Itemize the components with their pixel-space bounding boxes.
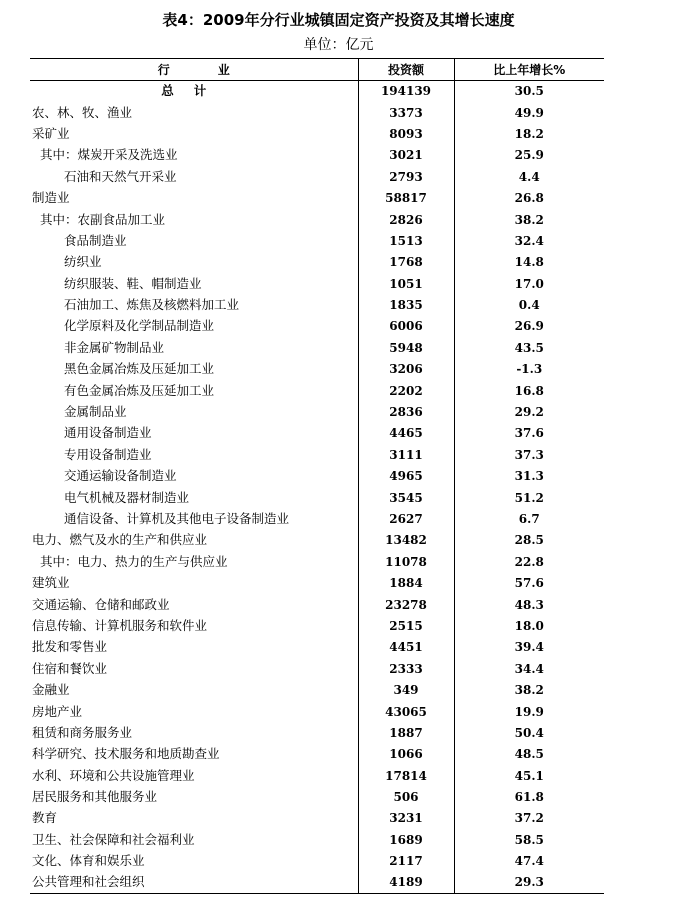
- industry-name-cell: 租赁和商务服务业: [32, 724, 133, 740]
- investment-cell: 1835: [358, 294, 454, 315]
- investment-cell: 3545: [358, 487, 454, 508]
- investment-cell: 23278: [358, 594, 454, 615]
- investment-cell: 2826: [358, 209, 454, 230]
- industry-name-cell: 专用设备制造业: [64, 446, 152, 462]
- table-row: [30, 765, 604, 786]
- growth-cell: 51.2: [454, 487, 604, 508]
- table-row: [30, 401, 604, 422]
- industry-name-cell: 石油加工、炼焦及核燃料加工业: [64, 297, 240, 313]
- industry-name-cell: 建筑业: [32, 575, 70, 591]
- industry-name-cell: 房地产业: [32, 703, 83, 719]
- investment-cell: 1513: [358, 230, 454, 251]
- growth-cell: 38.2: [454, 679, 604, 700]
- table-body: [30, 81, 604, 894]
- table-title: 表4：2009年分行业城镇固定资产投资及其增长速度: [162, 11, 515, 29]
- table-row: [30, 380, 604, 401]
- industry-name-cell: 金属制品业: [64, 404, 127, 420]
- industry-name-cell: 总计: [161, 83, 227, 99]
- table-row: [30, 530, 604, 551]
- table-row: [30, 187, 604, 208]
- growth-cell: 29.2: [454, 401, 604, 422]
- growth-cell: 28.5: [454, 530, 604, 551]
- industry-name-cell: 有色金属冶炼及压延加工业: [64, 382, 215, 398]
- growth-cell: 37.2: [454, 808, 604, 829]
- investment-cell: 194139: [358, 81, 454, 102]
- growth-cell: 4.4: [454, 166, 604, 187]
- table-row: [30, 102, 604, 123]
- investment-cell: 13482: [358, 530, 454, 551]
- industry-name-cell: 住宿和餐饮业: [32, 660, 108, 676]
- growth-cell: 61.8: [454, 786, 604, 807]
- table-row: [30, 658, 604, 679]
- table-row: [30, 722, 604, 743]
- growth-cell: 48.5: [454, 744, 604, 765]
- industry-name-cell: 居民服务和其他服务业: [32, 789, 158, 805]
- industry-name-cell: 其中：农副食品加工业: [40, 211, 166, 227]
- table-row: [30, 786, 604, 807]
- industry-name-cell: 公共管理和社会组织: [30, 872, 358, 893]
- investment-cell: 6006: [358, 316, 454, 337]
- table-row: [30, 123, 604, 144]
- investment-cell: 2515: [358, 615, 454, 636]
- investment-cell: 2333: [358, 658, 454, 679]
- industry-name-cell: 通用设备制造业: [64, 425, 152, 441]
- investment-cell: 3111: [358, 444, 454, 465]
- investment-cell: 58817: [358, 187, 454, 208]
- industry-name-cell: 制造业: [32, 190, 70, 206]
- growth-cell: 6.7: [454, 508, 604, 529]
- table-row: [30, 466, 604, 487]
- table-row: [30, 444, 604, 465]
- table-row: [30, 145, 604, 166]
- table-row: [30, 273, 604, 294]
- table-row: [30, 209, 604, 230]
- investment-table: [30, 58, 604, 894]
- table-row: [30, 81, 604, 102]
- table-row: [30, 230, 604, 251]
- table-row: [30, 294, 604, 315]
- investment-cell: 3021: [358, 145, 454, 166]
- growth-cell: 39.4: [454, 637, 604, 658]
- investment-cell: 2627: [358, 508, 454, 529]
- industry-name-cell: 食品制造业: [64, 232, 127, 248]
- industry-name-cell: 采矿业: [32, 125, 70, 141]
- industry-name-cell: 电力、燃气及水的生产和供应业: [32, 532, 208, 548]
- investment-cell: 1066: [358, 744, 454, 765]
- table-row: [30, 851, 604, 872]
- table-row: [30, 487, 604, 508]
- investment-cell: 2793: [358, 166, 454, 187]
- investment-cell: 17814: [358, 765, 454, 786]
- header-industry: 行业: [30, 59, 358, 81]
- investment-cell: 506: [358, 786, 454, 807]
- growth-cell: 48.3: [454, 594, 604, 615]
- investment-cell: 1768: [358, 252, 454, 273]
- investment-cell: 4965: [358, 466, 454, 487]
- table-row: [30, 615, 604, 636]
- investment-cell: 3206: [358, 359, 454, 380]
- table-row: [30, 423, 604, 444]
- growth-cell: 49.9: [454, 102, 604, 123]
- industry-name-cell: 水利、环境和公共设施管理业: [32, 767, 195, 783]
- industry-name-cell: 批发和零售业: [32, 639, 108, 655]
- table-row: [30, 637, 604, 658]
- growth-cell: -1.3: [454, 359, 604, 380]
- industry-name-cell: 非金属矿物制品业: [64, 339, 165, 355]
- industry-name-cell: 其中：电力、热力的生产与供应业: [40, 553, 228, 569]
- growth-cell: 37.6: [454, 423, 604, 444]
- investment-cell: 43065: [358, 701, 454, 722]
- industry-name-cell: 金融业: [32, 682, 70, 698]
- growth-cell: 50.4: [454, 722, 604, 743]
- industry-name-cell: 信息传输、计算机服务和软件业: [32, 617, 208, 633]
- growth-cell: 31.3: [454, 466, 604, 487]
- growth-cell: 19.9: [454, 701, 604, 722]
- investment-cell: 3231: [358, 808, 454, 829]
- growth-cell: 18.2: [454, 123, 604, 144]
- industry-name-cell: 交通运输、仓储和邮政业: [32, 596, 170, 612]
- growth-cell: 17.0: [454, 273, 604, 294]
- unit-label: 单位：亿元: [303, 37, 374, 53]
- header-row: [30, 59, 604, 81]
- investment-cell: 1051: [358, 273, 454, 294]
- growth-cell: 30.5: [454, 81, 604, 102]
- industry-name-cell: 交通运输设备制造业: [64, 468, 177, 484]
- growth-cell: 26.9: [454, 316, 604, 337]
- industry-name-cell: 黑色金属冶炼及压延加工业: [64, 361, 215, 377]
- investment-cell: 4189: [358, 872, 454, 893]
- investment-cell: 2202: [358, 380, 454, 401]
- growth-cell: 45.1: [454, 765, 604, 786]
- growth-cell: 43.5: [454, 337, 604, 358]
- growth-cell: 34.4: [454, 658, 604, 679]
- growth-cell: 32.4: [454, 230, 604, 251]
- industry-name-cell: 其中：煤炭开采及洗选业: [40, 147, 178, 163]
- growth-cell: 16.8: [454, 380, 604, 401]
- investment-cell: 1689: [358, 829, 454, 850]
- table-row: [30, 679, 604, 700]
- table-row: [30, 808, 604, 829]
- industry-name-cell: 化学原料及化学制品制造业: [64, 318, 215, 334]
- investment-cell: 3373: [358, 102, 454, 123]
- investment-cell: 1887: [358, 722, 454, 743]
- industry-name-cell: 卫生、社会保障和社会福利业: [32, 831, 195, 847]
- investment-cell: 2836: [358, 401, 454, 422]
- table-row: [30, 551, 604, 572]
- industry-name-cell: 科学研究、技术服务和地质勘查业: [32, 746, 220, 762]
- industry-name-cell: 通信设备、计算机及其他电子设备制造业: [64, 511, 290, 526]
- table-row: [30, 594, 604, 615]
- table-row: [30, 744, 604, 765]
- investment-cell: 1884: [358, 572, 454, 593]
- industry-name-cell: 农、林、牧、渔业: [32, 104, 133, 120]
- growth-cell: 18.0: [454, 615, 604, 636]
- investment-cell: 4451: [358, 637, 454, 658]
- industry-name-cell: 文化、体育和娱乐业: [32, 853, 145, 869]
- growth-cell: 26.8: [454, 187, 604, 208]
- growth-cell: 29.3: [454, 872, 604, 893]
- industry-name-cell: 电气机械及器材制造业: [64, 489, 190, 505]
- table-row: [30, 572, 604, 593]
- table-row: [30, 359, 604, 380]
- header-growth: 比上年增长%: [454, 59, 604, 81]
- growth-cell: 22.8: [454, 551, 604, 572]
- table-row: [30, 508, 604, 529]
- industry-name-cell: 纺织业: [64, 254, 102, 270]
- table-row: [30, 701, 604, 722]
- growth-cell: 25.9: [454, 145, 604, 166]
- header-investment: 投资额: [358, 59, 454, 81]
- growth-cell: 14.8: [454, 252, 604, 273]
- table-row: [30, 316, 604, 337]
- investment-cell: 8093: [358, 123, 454, 144]
- table-row: [30, 252, 604, 273]
- table-row: [30, 829, 604, 850]
- table-row: [30, 166, 604, 187]
- investment-cell: 5948: [358, 337, 454, 358]
- industry-name-cell: 教育: [32, 810, 58, 826]
- industry-name-cell: 纺织服装、鞋、帽制造业: [64, 275, 202, 291]
- industry-name-cell: 石油和天然气开采业: [64, 168, 177, 184]
- investment-cell: 4465: [358, 423, 454, 444]
- investment-cell: 2117: [358, 851, 454, 872]
- growth-cell: 0.4: [454, 294, 604, 315]
- table-row: [30, 337, 604, 358]
- investment-cell: 11078: [358, 551, 454, 572]
- investment-cell: 349: [358, 679, 454, 700]
- growth-cell: 38.2: [454, 209, 604, 230]
- growth-cell: 57.6: [454, 572, 604, 593]
- growth-cell: 37.3: [454, 444, 604, 465]
- table-row: [30, 872, 604, 893]
- growth-cell: 58.5: [454, 829, 604, 850]
- growth-cell: 47.4: [454, 851, 604, 872]
